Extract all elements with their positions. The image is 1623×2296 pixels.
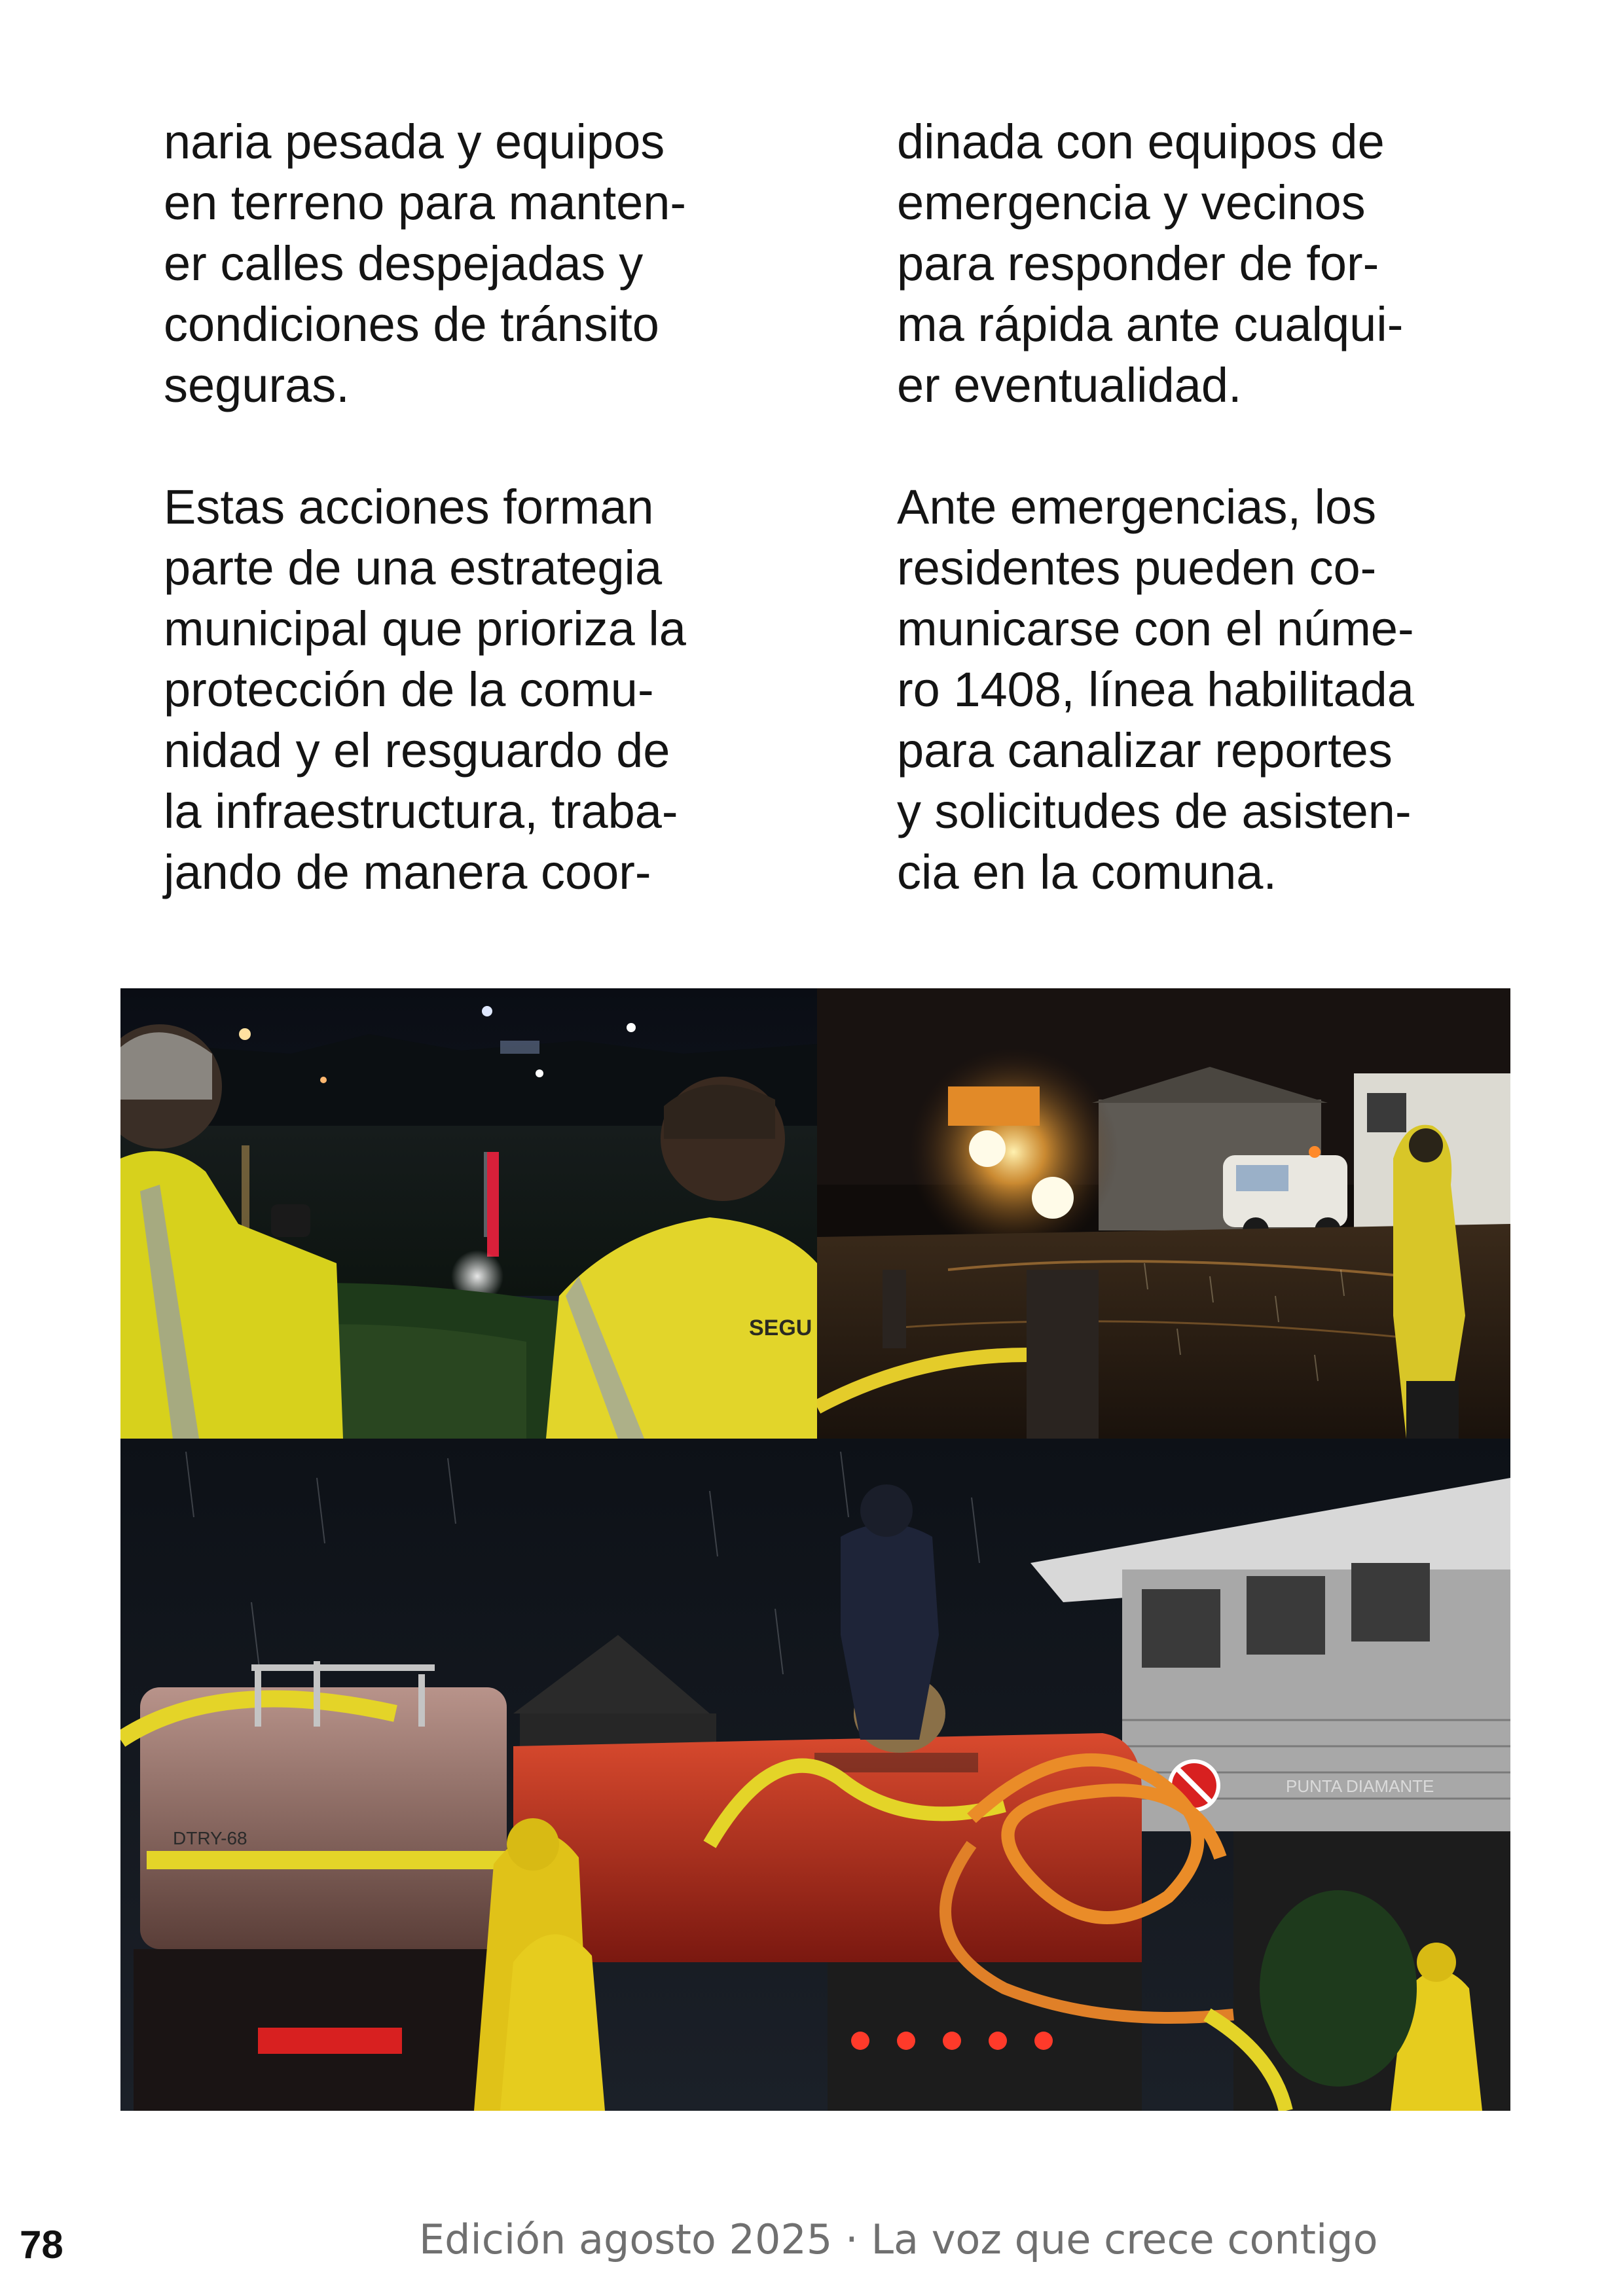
right-paragraph-2: Ante emergencias, los residentes pueden co- municarse con el núme- ro 1408, línea habilitada para canalizar reportes y solicitudes de asisten- cia en la comuna.	[897, 480, 1414, 899]
tanker-plate: DTRY-68	[173, 1828, 247, 1848]
photo-flooded-street	[817, 988, 1510, 1439]
right-paragraph-1: dinada con equipos de emergencia y vecinos para responder de for- ma rápida ante cualqui- er eventualidad.	[897, 115, 1404, 412]
article-right-column	[897, 111, 1473, 903]
photo-water-tankers	[120, 1439, 1510, 2111]
footer-edition-text: Edición agosto 2025 · La voz que crece contigo	[419, 2215, 1378, 2263]
left-paragraph-2: Estas acciones forman parte de una estrategia municipal que prioriza la protección de la comu- nidad y el resguardo de la infraestructura, traba- jando de manera coor-	[164, 480, 686, 899]
left-paragraph-1: naria pesada y equipos en terreno para manten- er calles despejadas y condiciones de tránsito seguras.	[164, 115, 687, 412]
photo-river-inspection	[120, 988, 817, 1439]
photo-collage	[120, 988, 1510, 2111]
page-number: 78	[20, 2223, 64, 2267]
store-sign: PUNTA DIAMANTE	[1286, 1776, 1434, 1796]
vest-print: SEGU	[749, 1316, 812, 1340]
article-left-column	[164, 111, 740, 903]
